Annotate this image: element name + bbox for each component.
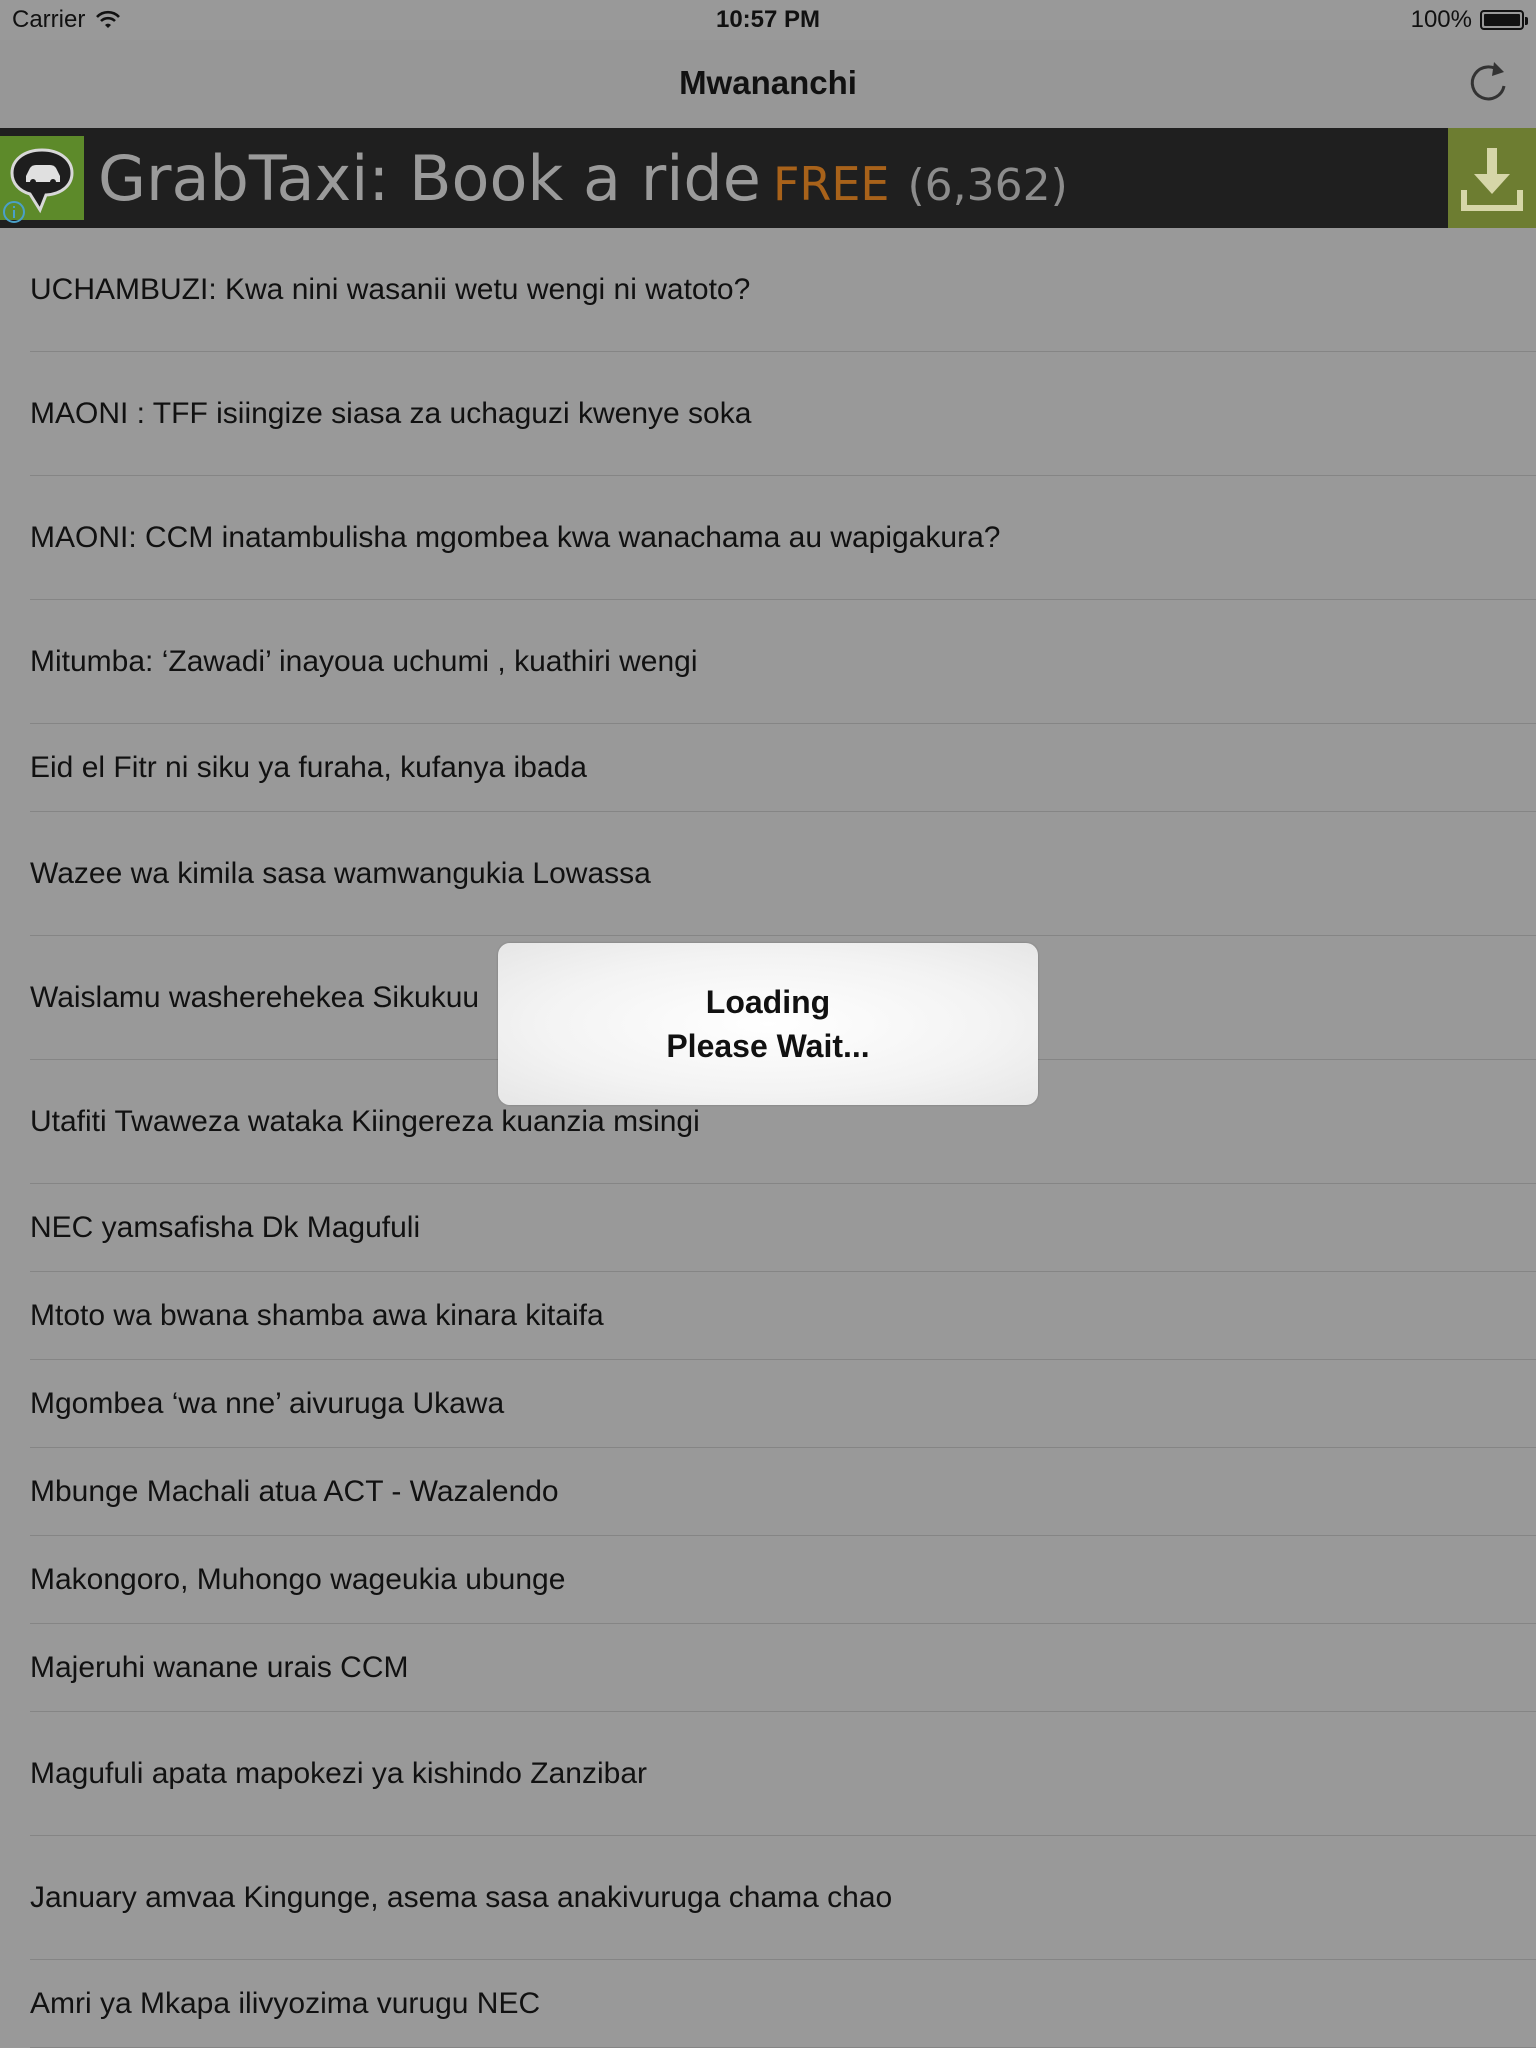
list-item[interactable] bbox=[30, 1836, 1536, 1960]
battery-group bbox=[1411, 6, 1524, 34]
article-title: Eid el Fitr ni siku ya furaha, kufanya ibada bbox=[30, 750, 587, 784]
list-item[interactable] bbox=[30, 476, 1536, 600]
article-title: MAONI: CCM inatambulisha mgombea kwa wanachama au wapigakura? bbox=[30, 520, 1001, 554]
refresh-icon[interactable] bbox=[1464, 58, 1514, 108]
article-title: NEC yamsafisha Dk Magufuli bbox=[30, 1210, 421, 1244]
status-bar bbox=[0, 0, 1536, 40]
list-item[interactable] bbox=[30, 1184, 1536, 1272]
article-title: Mgombea ‘wa nne’ aivuruga Ukawa bbox=[30, 1386, 505, 1420]
article-title: Mbunge Machali atua ACT - Wazalendo bbox=[30, 1474, 559, 1508]
battery-percent: 100% bbox=[1410, 6, 1472, 33]
ad-download-button[interactable] bbox=[1448, 128, 1536, 228]
list-item[interactable] bbox=[30, 812, 1536, 936]
article-title: Majeruhi wanane urais CCM bbox=[30, 1650, 409, 1684]
article-title: Amri ya Mkapa ilivyozima vurugu NEC bbox=[30, 1986, 541, 2020]
ad-banner[interactable] bbox=[0, 128, 1536, 228]
battery-icon bbox=[1480, 10, 1524, 30]
news-list bbox=[0, 228, 1536, 2048]
ad-price: FREE bbox=[772, 157, 890, 211]
status-time: 10:57 PM bbox=[715, 6, 821, 33]
list-item[interactable] bbox=[30, 1536, 1536, 1624]
list-item[interactable] bbox=[30, 1448, 1536, 1536]
list-item[interactable] bbox=[30, 1624, 1536, 1712]
loading-subtext: Please Wait... bbox=[666, 1028, 870, 1064]
loading-overlay bbox=[498, 943, 1038, 1105]
list-item[interactable] bbox=[30, 1712, 1536, 1836]
list-item[interactable] bbox=[30, 352, 1536, 476]
article-title: UCHAMBUZI: Kwa nini wasanii wetu wengi ni watoto? bbox=[30, 272, 751, 306]
list-item[interactable] bbox=[30, 228, 1536, 352]
navigation-bar bbox=[0, 40, 1536, 129]
list-item[interactable] bbox=[30, 1272, 1536, 1360]
list-item[interactable] bbox=[30, 1360, 1536, 1448]
article-title: MAONI : TFF isiingize siasa za uchaguzi kwenye soka bbox=[30, 396, 752, 430]
article-title: Makongoro, Muhongo wageukia ubunge bbox=[30, 1562, 566, 1596]
download-icon bbox=[1448, 128, 1536, 228]
ad-title: GrabTaxi: Book a ride bbox=[98, 142, 761, 215]
article-title: January amvaa Kingunge, asema sasa anakivuruga chama chao bbox=[30, 1880, 893, 1914]
article-title: Mtoto wa bwana shamba awa kinara kitaifa bbox=[30, 1298, 604, 1332]
article-title: Magufuli apata mapokezi ya kishindo Zanzibar bbox=[30, 1756, 648, 1790]
ad-text bbox=[98, 142, 1068, 215]
info-icon[interactable] bbox=[2, 200, 26, 224]
loading-text: Loading bbox=[705, 984, 831, 1020]
list-item[interactable] bbox=[30, 724, 1536, 812]
article-title: Waislamu washerehekea Sikukuu bbox=[30, 980, 480, 1014]
list-item[interactable] bbox=[30, 600, 1536, 724]
article-title: Mitumba: ‘Zawadi’ inayoua uchumi , kuathiri wengi bbox=[30, 644, 698, 678]
ad-rating-count: (6,362) bbox=[907, 160, 1068, 211]
list-item[interactable] bbox=[30, 1960, 1536, 2048]
carrier-label: Carrier bbox=[12, 6, 86, 33]
article-title: Utafiti Twaweza wataka Kiingereza kuanzia msingi bbox=[30, 1104, 700, 1138]
article-title: Wazee wa kimila sasa wamwangukia Lowassa bbox=[30, 856, 651, 890]
page-title: Mwananchi bbox=[679, 64, 857, 101]
